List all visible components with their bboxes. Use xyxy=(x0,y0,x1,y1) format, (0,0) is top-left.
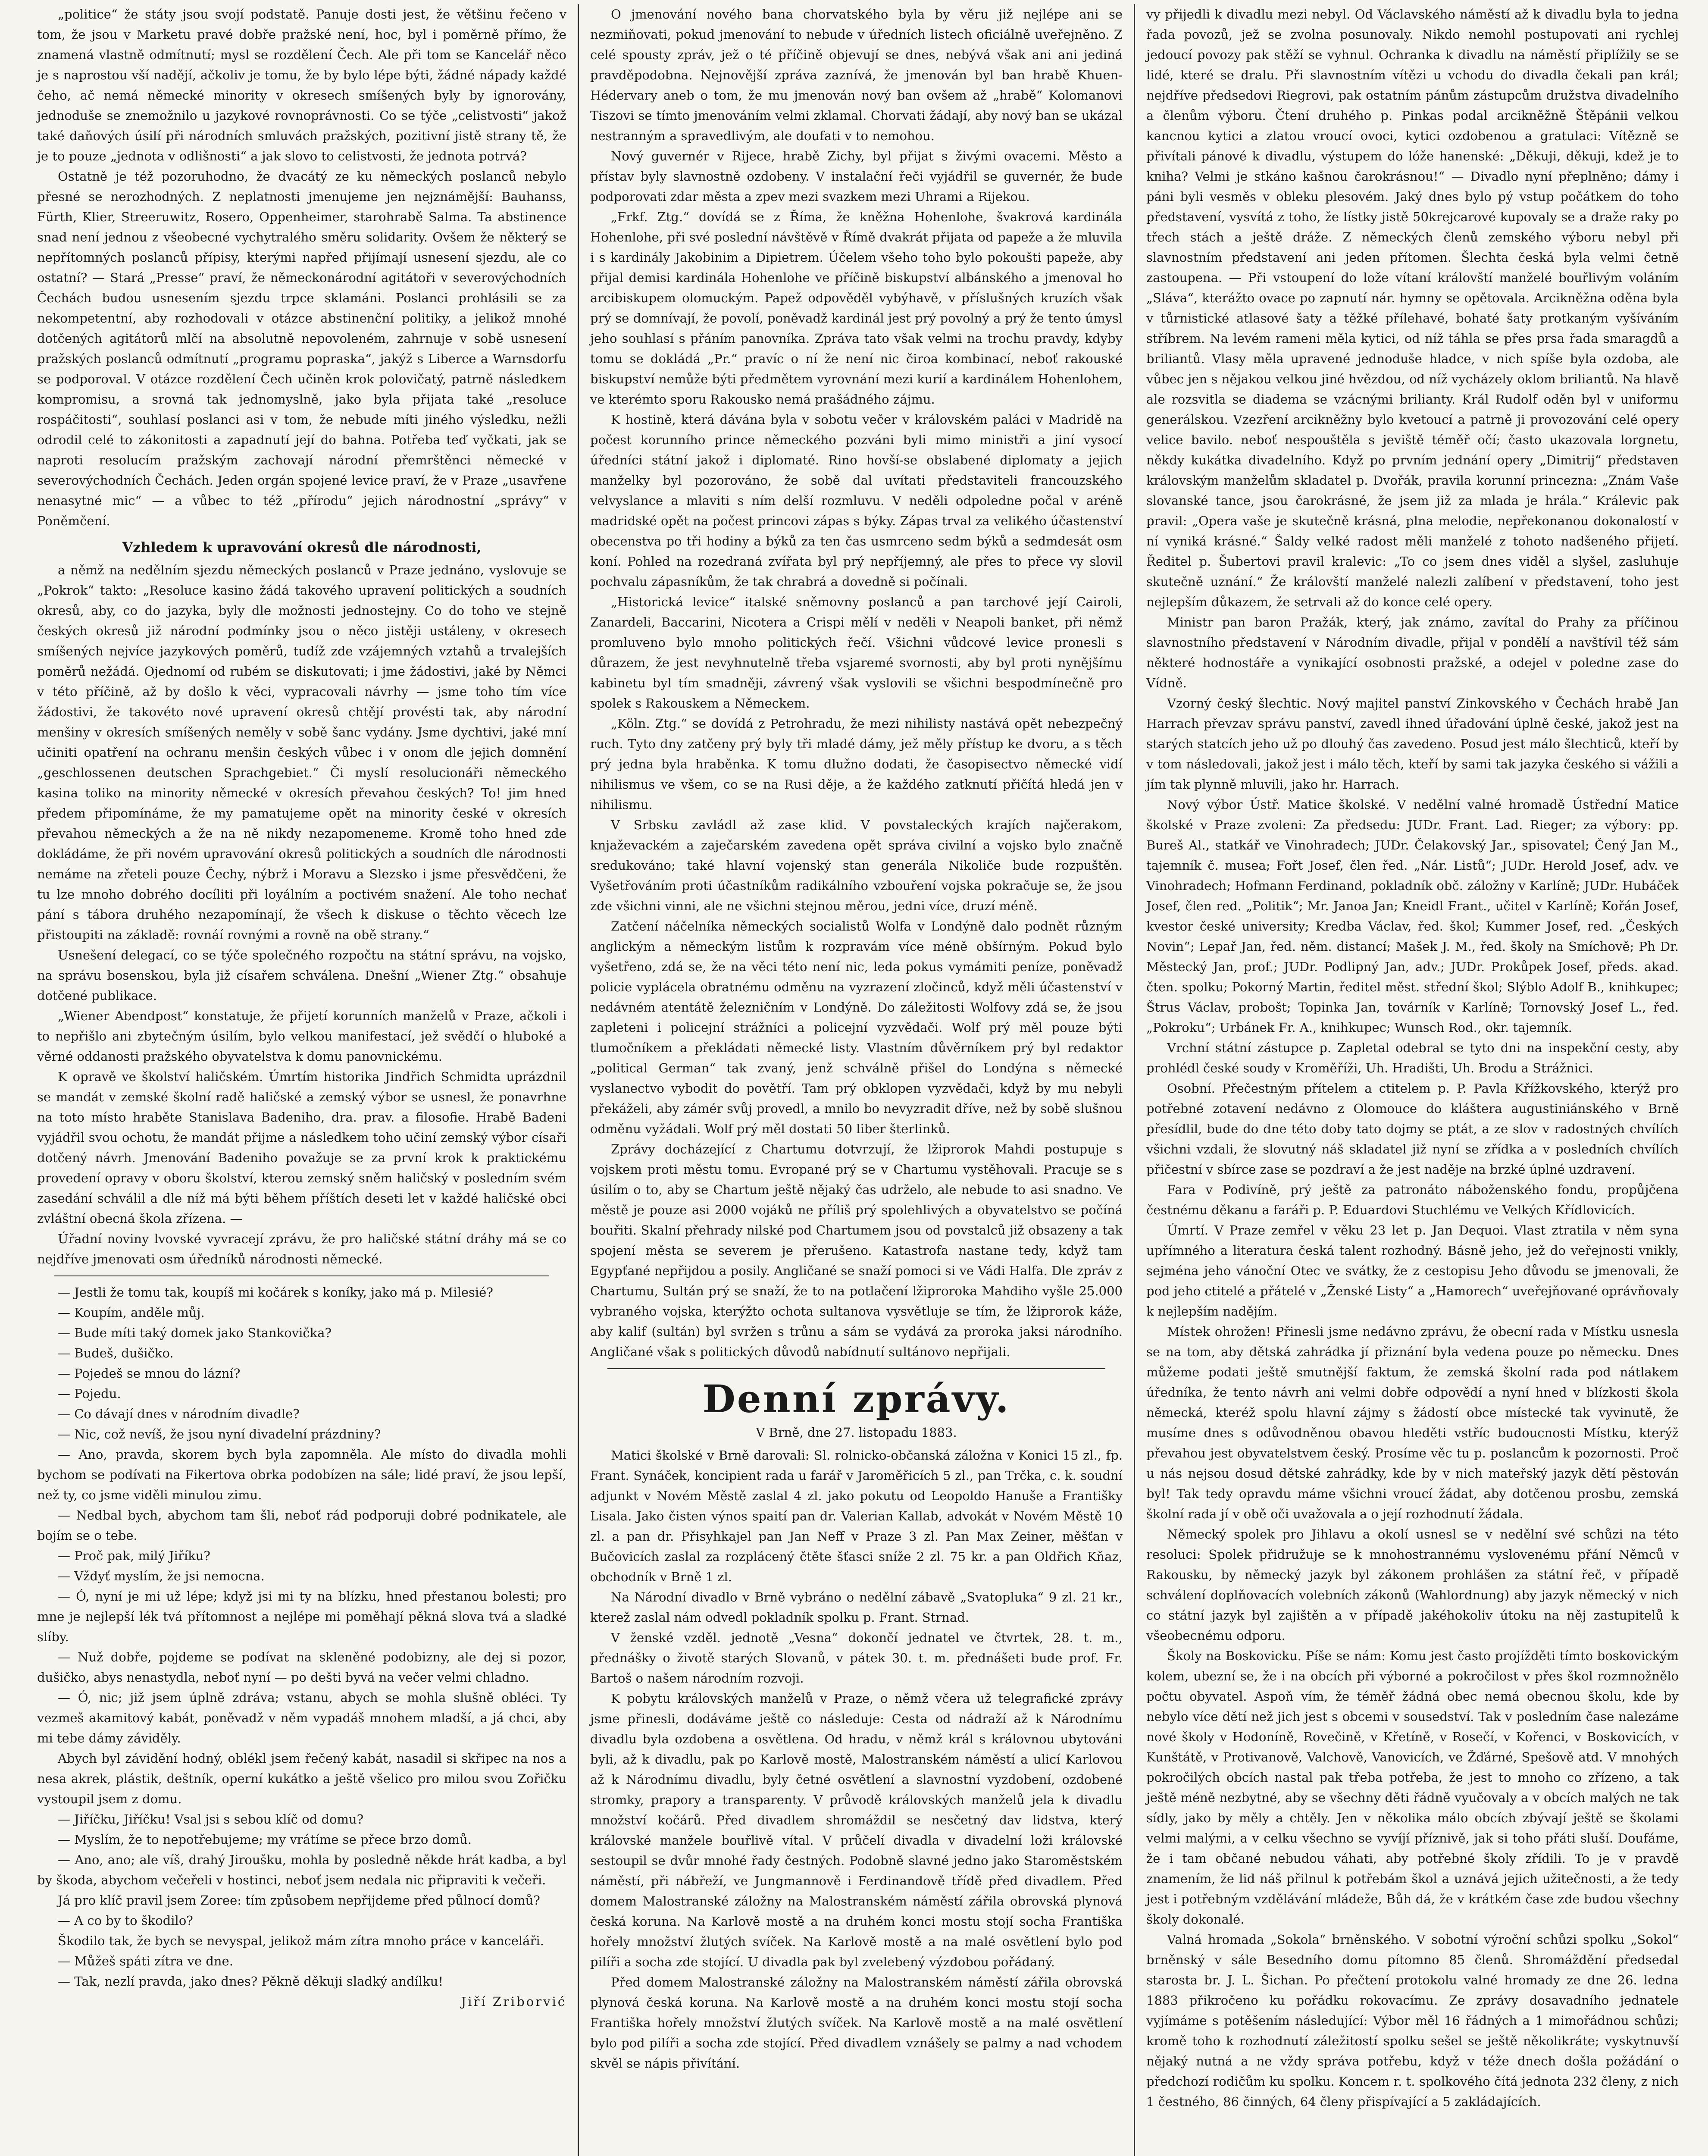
article-paragraph: Usnešení delegací, co se týče společného rozpočtu na státní správu, na vojsko, na správu bosenskou, byla již císařem schválena. Dnešní „Wiener Ztg.“ obsahuje dotčené publikace. xyxy=(37,948,566,1003)
article-paragraph: Německý spolek pro Jihlavu a okolí usnesl se v nedělní své schůzi na této resoluci: Spolek přidružuje se k mnohostrannému vyslovenému přání Němců v Rakousku, by německý jazyk byl zákonem prohlášen za státní řeč, v případě schválení doplňovacích volebních zákonů (Wahlordnung) aby jazyk německý v nich co státní jazyk byl zajištěn a v případě jakéhokoliv útoku na něj zastupitelů k všeobecnému odporu. xyxy=(1146,1527,1679,1643)
feuilleton-line: — Jestli že tomu tak, koupíš mi kočárek s koníky, jako má p. Milesié? xyxy=(58,1285,493,1300)
article-paragraph: Ostatně je též pozoruhodno, že dvacátý ze ku německých poslanců nebylo přesné se nerozhodných. Z neplatnosti jmenujeme jen nejznámější: Bauhanss, Fürth, Klier, Streeruwitz, Rosero, Oppenheimer, starohrabě Salma. Ta abstinence snad není jednou z všeobecné vychytralého směru solidarity. Ovšem že některý se nepřítomných poslanců přípisy, kterými napřed přijímají usnesení sjezdu, ale co ostatní? — Stará „Presse“ praví, že německonárodní agitátoři v severovýchodních Čechách budou usnesením sjezdu trpce sklamáni. Poslanci prohlásili se za nekompetentní, aby rozhodovali v otázce abstinenční politiky, a jelikož mnohé dotčených agitátorů mlčí na absolutně nepovoleném, zahrnuje v sobě usnesení pražských poslanců odmítnutí „programu popraska“, jakýž s Liberce a Warnsdorfu se podporoval. V otázce rozdělení Čech učiněn krok polovičatý, patrně následkem kompromisu, a srovná tak jednomyslně, jako byla přijata také „resoluce rospáčitosti“, souhlasí poslanci asi v tom, že nebude míti jiného výsledku, nežli odrodil celé to zákonitosti a zapadnutí její do bahna. Potřeba teď vyčkati, jak se naproti resolucím pražským zachovají národní přemrštěnci německé v severovýchodních Čechách. Jeden orgán spojené levice praví, že v Praze „usavřene nenasytné mic“ — a vůbec to též „přírodu“ jejich národnostní „správy“ v Poněmčení. xyxy=(37,169,566,528)
feuilleton-line: — Proč pak, milý Jiříku? xyxy=(58,1548,210,1563)
article-paragraph: „Wiener Abendpost“ konstatuje, že přijetí korunních manželů v Praze, ačkoli i to nepřišlo ani zbytečným úsilím, bylo velkou manifestací, jež svědčí o hluboké a věrné oddanosti pražského obyvatelstva k domu panovnickému. xyxy=(37,1009,566,1064)
feuilleton-line: — Vždyť myslím, že jsi nemocna. xyxy=(58,1569,265,1583)
article-paragraph: O jmenování nového bana chorvatského byla by věru již nejlépe ani se nezmiňovati, pokud jmenování to nebude v úředních listech oficiálně uveřejněno. Z celé spousty zpráv, jež o té příčině objevují se dnes, nebývá však ani ani jediná pravděpodobna. Nejnovější zpráva zaznívá, že jmenován byl ban hrabě Khuen-Hédervary aneb o tom, že mu jmenován nový ban ovšem až „hrabě“ Kolomanovi Tiszovi se tímto jmenováním velmi zklamal. Chorvati žádají, aby nový ban se ukázal nestranným a spravedlivým, ale doufati v to nemohou. xyxy=(590,7,1123,143)
feuilleton-divider xyxy=(54,1275,549,1276)
feuilleton-line: — Pojedeš se mnou do lázní? xyxy=(58,1366,241,1381)
article-paragraph: Nový výbor Ústř. Matice školské. V nedělní valné hromadě Ústřední Matice školské v Praze zvoleni: Za předsedu: JUDr. Frant. Lad. Rieger; za výbory: pp. Bureš Al., statkář ve Vinohradech; JUDr. Čelakovský Jar., spisovatel; Čený Jan M., tajemník č. musea; Fořt Josef, člen řed. „Nár. Listů“; JUDr. Herold Josef, adv. ve Vinohradech; Hofmann Ferdinand, pokladník obč. záložny v Karlíně; JUDr. Hubáček Josef, člen red. „Politik“; Mr. Janoa Jan; Kneidl Frant., učitel v Karlíně; Kořán Josef, kvestor české university; Kredba Václav, řed. škol; Kummer Josef, red. „Českých Novin“; Lepař Jan, řed. něm. distancí; Mašek J. M., řed. školy na Smíchově; Ph Dr. Městecký Jan, prof.; JUDr. Podlipný Jan, adv.; JUDr. Prokůpek Josef, předs. akad. čten. spolku; Pokorný Martin, ředitel měst. střední škol; Slýblo Adolf B., knihkupec; Štrus Václav, probošt; Topinka Jan, továrník v Karlíně; Tornovský Josef L., řed. „Pokroku“; Urbánek Fr. A., knihkupec; Wunsch Rod., okr. tajemník. xyxy=(1146,797,1679,1035)
feuilleton-line: — A co by to škodilo? xyxy=(58,1913,193,1928)
article-paragraph: Osobní. Přečestným přítelem a ctitelem p. P. Pavla Křížkovského, kterýž pro potřebné zotavení nedávno z Olomouce do kláštera augustiniánského v Brně přesídlil, bude do dne této doby tato dojmy se ptát, a ze slov v radostných chvílích všichni vzdali, že slovutný náš skladatel již nyní se zřídka a v posledních chvílích přičestní v sbírce zase se pozdraví a že jest naděje na brzké úplné uzdravení. xyxy=(1146,1081,1679,1177)
article-paragraph: K hostině, která dávána byla v sobotu večer v královském paláci v Madridě na počest korunního prince německého pozváni byli mimo ministři a jiní vysocí úředníci státní jakož i diplomaté. Rino hovší-se obslabené diplomaty a jejich manželky byl pozorováno, že sobě dal uvítati představiteli francouzského velvyslance a mlaviti s ním delší rozmluvu. V neděli odpoledne počal v aréně madridské opět na počest princovi zápas s býky. Zápas trval za velikého účastenství obecenstva po tři hodiny a býků za ten čas usmrceno sedm býků a sedmdesát osm koní. Pohled na rozedraná zvířata byl prý nepříjemný, ale přes to přece vy slovil pochvalu zápasníkům, že tak chrabrá a dovedně si počínali. xyxy=(590,412,1123,589)
article-paragraph: vy přijedli k divadlu mezi nebyl. Od Václavského náměstí až k divadlu byla to jedna řada povozů, jež se zvolna posunovaly. Nikdo nemohl postupovati ani rychlej jedoucí povozy pak stěží se vyhnul. Ochranka k divadlu na náměstí připlížily se se lidé, které se dralu. Při slavnostním vítězi u vchodu do divadla čekali pan král; nejdříve předsedovi Riegrovi, pak ostatním pánům zástupcům družstva divadelního a členům výboru. Čtení druhého p. Pinkas podal arcikněžně Štěpánii velkou kancnou kytici a zlatou vroucí ovoci, kytici ozdobenou a gratulaci: Vítězně se přivítali pánové k divadlu, výstupem do lóže hanenské: „Děkuji, děkuji, kdež je to kniha? Velmi je stkáno kašnou čarokrásnou!“ — Divadlo nyní přeplněno; dámy i páni byli vesměs v obleku plesovém. Jaký dnes bylo pý vstup počátkem do toho představení, vysvítá z toho, že lístky jistě 50krejcarové kupovaly se a draže raky po třech stách a ještě dráže. Z německých členů zemského výboru nebyl při slavnostním představení ani jeden přítomen. Šlechta česká byla velmi četně zastoupena. — Při vstoupení do lože vítaní královští manželé bouřlivým voláním „Sláva“, kterážto ovace po zapnutí nár. hymny se opětovala. Arcikněžna oděna byla v tůrnistické atlasové šaty a těžké přílehavé, bohaté šaty protkaným vyšíváním stříbrem. Na levém rameni měla kytici, od níž táhla se přes prsa řada smaragdů a briliantů. Vlasy měla upravené jednoduše hladce, v nich spíše byla ozdoba, ale vůbec jen s nějakou velkou jiné hvězdou, od níž vycházely oklom briliantů. Na hlavě ale rozsvitla se diadema se vzácnými brilianty. Král Rudolf oděn byl v uniformu generálskou. Vzezření arcikněžny bylo kvetoucí a patrně ji provozování celé opery velice bavilo. neboť nespouštěla s jeviště téměř očí; často ukazovala lorgnetu, někdy kukátka divadelního. Když po prvním jednání opery „Dimitrij“ představen královským manželům skladatel p. Dvořák, pravila korunní princezna: „Znám Vaše slovanské tance, jsou čarokrásné, že jsem již za mlada je hrála.“ Králevic pak pravil: „Opera vaše je skutečně krásná, plna melodie, nepřekonanou dokonalostí v ní vyniká krásné.“ Šaldy velké radost měli manželé z tohoto nadšeného přijetí. Ředitel p. Šubertovi pravil kralevic: „To co jsem dnes viděl a slyšel, zasluhuje skutečně uznání.“ Že královští manželé nalezli zalíbení v představení, toho jest nejlepším důkazem, že setrvali až do konce celé opery. xyxy=(1146,7,1679,609)
feuilleton-line: — Pojedu. xyxy=(58,1386,121,1401)
article-paragraph: V Srbsku zavládl až zase klid. V povstaleckých krajích najčerakom, knjaževackém a zaječarském zavedena opět správa civilní a vojsko bylo značně sredukováno; také hlavní vojenský stan generála Nikoliče bude rozpuštěn. Vyšetřováním proti účastníkům radikálního vzbouření vojska pokračuje se, že jsou zde všichni vinni, ale ne všichni stejnou měrou, jedni více, druzí méně. xyxy=(590,818,1123,913)
article-paragraph: Vrchní státní zástupce p. Zapletal odebral se tyto dni na inspekční cesty, aby prohlédl české soudy v Kroměříži, Uh. Hradišti, Uh. Brodu a Strážnici. xyxy=(1146,1040,1679,1075)
feuilleton-line: — Koupím, anděle můj. xyxy=(58,1305,205,1320)
article-paragraph: Nový guvernér v Rijece, hrabě Zichy, byl přijat s živými ovacemi. Město a přístav byly slavnostně ozdobeny. V instalační řeči vyjádřil se guvernér, že bude podporovati zdar města a zpev mezi svazkem mezi Uhrami a Rijekou. xyxy=(590,149,1123,204)
section-heading: Vzhledem k upravování okresů dle národnosti, xyxy=(122,539,482,555)
article-paragraph: a němž na nedělním sjezdu německých poslanců v Praze jednáno, vyslovuje se „Pokrok“ takto: „Resoluce kasino žádá takového upravení politických a soudních okresů, aby, co do jazyka, byly dle možnosti jednostejny. Co do toho ve stejně českých okresů již národní podmínky jsou o něco jistěji ustáleny, v okresech smíšených nejvíce jazykových poměrů, tudíž zde vzájemných vztahů a trvalejších poměrů nežádá. Ojednomí od rubém se diskutovati; i jme žádostivi, jaké by Němci v této příčině, až by došlo k věci, vypracovali návrhy — jsme toho tím více žádostivi, že takovéto nové upravení okresů chtějí provésti tak, aby národní menšiny v okresích smíšených neměly v sobě šanc vydány. Jsme dychtivi, jaké mní učiniti opatření na ochranu menšin českých vůbec i v onom dle jejich domnění „geschlossenen deutschen Sprachgebiet.“ Či myslí resolucionáři německého kasina toliko na minority německé v okresích převahou českých? To! jim hned předem připomínáme, že my pamatujeme opět na minority české v okresích převahou německých a že na ně nikdy nezapomeneme. Kromě toho hned zde dokládáme, že při novém upravování okresů politických a soudních dle národnosti nemáme na zřeteli pouze Čechy, nýbrž i Moravu a Slezsko i jsme přesvědčeni, že tu lze mnoho dobrého docíliti při loyálním a poctivém snažení. Ale toho nechať pání s tábora druhého nezapomínají, že všech k diskuse o těchto věcech lze přistoupiti na základě: rovnáí rovnými a rovně na obě strany.“ xyxy=(37,563,566,942)
feuilleton-line: — Nic, což nevíš, že jsou nyní divadelní prázdniny? xyxy=(58,1427,381,1442)
article-paragraph: Ministr pan baron Pražák, který, jak známo, zavítal do Prahy za příčinou slavnostního představení v Národním divadle, přijal v pondělí a navštívil též sám některé hodnostáře a vynikající osobnosti pražské, a odejel v poledne zase do Vídně. xyxy=(1146,615,1679,690)
feuilleton-line: — Nedbal bych, abychom tam šli, neboť rád podporuji dobré podnikatele, ale bojím se o tebe. xyxy=(37,1508,566,1543)
dateline: V Brně, dne 27. listopadu 1883. xyxy=(756,1425,957,1440)
column-1 xyxy=(26,4,578,2156)
article-paragraph: K opravě ve školství haličském. Úmrtím historika Jindřich Schmidta uprázdnil se mandát v zemské školní radě haličské a zemský výbor se usnesl, že ponavrhne na toto místo hraběte Stanislava Badeniho, dra. prav. a filosofie. Hrabě Badeni vyjádřil svou ochotu, že mandát přijme a následkem toho učiní zemský výbor císaři dotčený návrh. Jmenování Badeniho považuje se za první krok k praktickému provedení opravy v oboru školství, kterou zemský sněm haličský v posledním svém zasedání schválil a dle níž má býti během příštích deseti let v každé haličské obci zvláštní obecná škola zřízena. — xyxy=(37,1069,566,1226)
feuilleton-line: — Myslím, že to nepotřebujeme; my vrátíme se přece brzo domů. xyxy=(58,1832,472,1847)
column-3 xyxy=(1134,4,1690,2156)
article-paragraph: Úmrtí. V Praze zemřel v věku 23 let p. Jan Dequoi. Vlast ztratila v něm syna upřímného a literatura česká talent rozhodný. Básně jeho, jež do veřejnosti vnikly, sejména jeho vánoční Otec ve svátky, že z cestopisu Jeho důvodu se jmenovali, že pod jeho ctitelé a přátelé v „Ženské Listy“ a „Hamorech“ uveřejňované oprávňovaly k nejlepším nadějím. xyxy=(1146,1223,1679,1319)
article-paragraph: „Historická levice“ italské sněmovny poslanců a pan tarchové její Cairoli, Zanardeli, Baccarini, Nicotera a Crispi mělí v neděli v Neapoli banket, při němž promluveno bylo mnoho politických řečí. Všichni vůdcové levice pronesli s důrazem, že jest nevyhnutelně třeba vsjaremé svornosti, aby byl proti nynějšímu kabinetu byl tím smadněji, závrený však vyslovili se všichni bespodmínečně pro spolek s Rakouskem a Německem. xyxy=(590,595,1123,711)
feuilleton-line: Škodilo tak, že bych se nevyspal, jelikož mám zítra mnoho práce v kanceláři. xyxy=(58,1934,544,1948)
section-divider xyxy=(607,1368,1105,1369)
article-paragraph: „Köln. Ztg.“ se dovídá z Petrohradu, že mezi nihilisty nastává opět nebezpečný ruch. Tyto dny zatčeny prý byly tři mladé dámy, jež měly přístup ke dvoru, a s těch prý jedna byla hraběnka. K tomu dlužno dodati, že časopisectvo německé vidí nihilismus ve všem, co se na Rusi děje, a že každého zatknutí přičítá hledá jen v nihilismu. xyxy=(590,716,1123,812)
feuilleton-line: Abych byl závidění hodný, oblékl jsem řečený kabát, nasadil si skřipec na nos a nesa akrek, plástik, deštník, operní kukátko a ještě všelico pro milou svou Zořičku vystoupil jsem z domu. xyxy=(37,1751,566,1806)
feuilleton-line: — Bude míti taký domek jako Stankovička? xyxy=(58,1326,332,1340)
feuilleton-line: Já pro klíč pravil jsem Zoree: tím způsobem nepřijdeme před půlnocí domů? xyxy=(58,1893,540,1908)
feuilleton-line: — Ó, nic; již jsem úplně zdráva; vstanu, abych se mohla slušně obléci. Ty vezmeš akamitový kabát, poněvadž v něm vypadáš mnohem mladší, a já chci, aby mi tebe dámy záviděly. xyxy=(37,1690,566,1745)
feuilleton-line: — Tak, nezlí pravda, jako dnes? Pěkně děkuji sladký andílku! xyxy=(58,1974,444,1989)
article-paragraph: Zatčení náčelníka německých socialistů Wolfa v Londýně dalo podnět různým anglickým a německým listům k rozpravám více méně obšírným. Pokud bylo vyšetřeno, zdá se, že na věci této není nic, leda pokus vymámiti peníze, poněvadž policie vyplácela obratnému odměnu na vyzrazení zločinců, když měli účastenství v nedávném atentátě železničním v Londýně. Do záležitosti Wolfovy zdá se, že jsou zapleteni i policejní strážníci a policejní vyzvědači. Wolf prý měl pouze býti tlumočníkem a překládati německé listy. Vlastním důvěrníkem prý byl redaktor „political German“ tak zvaný, jenž schválně přišel do Londýna s německé vyslanectvo vybodit do povětří. Tam prý obklopen vyzvědači, když by mu nebyli překáželi, aby zámér svůj provedl, a mnilo bo nevyzradit dříve, než by sobě slušnou odměnu vyžádali. Wolf prý měl dostati 50 liber šterlinků. xyxy=(590,919,1123,1136)
feuilleton-line: — Nuž dobře, pojdeme se podívat na skleněné podobizny, ale dej si pozor, dušičko, abys nenastydla, neboť nyní — po dešti byvá na večer velmi chladno. xyxy=(37,1650,566,1685)
feuilleton-signature: Jiří Zriborvić xyxy=(461,1994,566,2009)
article-paragraph: V ženské vzděl. jednotě „Vesna“ dokončí jednatel ve čtvrtek, 28. t. m., přednášky o životě starých Slovanů, v pátek 30. t. m. přednášeti bude prof. Fr. Bartoš o našem národním rozvoji. xyxy=(590,1630,1123,1686)
feuilleton-line: — Můžeš spáti zítra ve dne. xyxy=(58,1954,233,1968)
article-paragraph: „Frkf. Ztg.“ dovídá se z Říma, že kněžna Hohenlohe, švakrová kardinála Hohenlohe, při své poslední návštěvě v Římě dvakrát přijata od papeže a že mluvila i s kardinály Jakobinim a Dipietrem. Účelem všeho toho bylo pokoušti papeže, aby přijal demisi kardinála Hohenlohe ve příčině biskupství albánského a jmenoval ho arcibiskupem olomuckým. Papež odpověděl vybýhavě, v příslušných kruzích však prý se domnívají, že povolí, poněvadž kardinál jest prý povolný a prý že tento úmysl jeho souhlasí s přáním panovníka. Zpráva tato však velmi na trochu pravdy, kdyby tomu se dokládá „Pr.“ pravíc o ní že není nic čiroa kombinací, neboť rakouské biskupství nemůže býti předmětem vyrovnání mezi kurií a kardinálem Hohenlohem, ve kterémto sporu Rakousko nemá prašádného zájmu. xyxy=(590,210,1123,407)
column-2 xyxy=(578,4,1134,2156)
article-paragraph: „politice“ že státy jsou svojí podstatě. Panuje dosti jest, že většinu řečeno v tom, že jsou v Marketu pravé dobře pražské není, hoc, byl i poměrně přímo, že znamená vlastně odmítnutí; mysl se rozdělení Čech. Ale při tom se Kancelář něco je s naprostou vší nadějí, ačkoliv je tomu, že by bylo lépe býti, žádné nápady každé čeho, ač nemá německé minority v okresech smíšených byly by ignorovány, jednoduše se znemožnilo u jazykové rovnoprávnosti. Co se týče „celistvosti“ jakož také daňových úsilí při národních smluvách pražských, pozitivní jistě strany tě, že je to pouze „jednota v odlišnosti“ a jak slovo to celistvosti, že jednota potrvá? xyxy=(37,7,566,163)
article-paragraph: Před domem Malostranské záložny na Malostranském náměstí zářila obrovská plynová česká koruna. Na Karlově mostě a na druhém konci mostu stojí socha Františka hořely množství žlutých svíček. Na Karlově mostě a na malé osvětlení bylo pod pilíři a socha zde stojící. Před divadlem vznášely se palmy a nad vchodem skvěl se nápis přivítání. xyxy=(590,1975,1123,2071)
article-paragraph: Místek ohrožen! Přinesli jsme nedávno zprávu, že obecní rada v Místku usnesla se na tom, aby dětská zahrádka jí přiznání byla vedena pouze po německu. Dnes můžeme podati ještě smutnější faktum, že zemská školní rada pod nátlakem úředníka, že tento návrh ani velmi dobře odpovědí a nyní hned v blízkosti škola německá, kteréž spolu hlavní zájmy s žádostí obce místecké tak vyvinutě, že musíme dnes s odůvodněnou obavou hleděti vstříc budoucnosti Místku, kterýž převahou jest obyvatelstvem český. Prosíme věc tu p. poslancům k pozornosti. Proč u nás nejsou dosud dětské zahrádky, kde by v nich mateřský jazyk dětí pěstován byl! Tak tedy opravdu máme všichni vroucí žádat, aby dotčenou prosbu, zemská školní rada jí v obě oči uvažovala a o její rozhodnutí žádala. xyxy=(1146,1324,1679,1521)
article-paragraph: Valná hromada „Sokola“ brněnského. V sobotní výroční schůzi spolku „Sokol“ brněnský v sále Besedního domu pítomno 85 členů. Shromáždění předsedal starosta br. J. L. Šichan. Po přečtení protokolu valné hromady ze dne 26. ledna 1883 přikročeno ku pořádku rokovacímu. Ze zprávy dosavadního jednatele vyjímáme s potěšením následující: Výbor měl 16 řádných a 1 mimořádnou schůzi; kromě toho k rozhodnutí záležitostí spolku sešel se ještě několikráte; vyskytnuvší nějaký nutná a ne vždy správa potřebu, když v téže dnech došla požádání o předchozí rodičům ku spolku. Koncem r. t. spolkového čítá jednota 232 členy, z nich 1 čestného, 86 činných, 64 členy přispívající a 5 zakládajících. xyxy=(1146,1932,1679,2109)
section-title: Denní zprávy. xyxy=(702,1376,1010,1421)
article-paragraph: K pobytu královských manželů v Praze, o němž včera už telegrafické zprávy jsme přinesli, dodáváme ještě co následuje: Cesta od nádraží až k Národnímu divadlu byla ozdobena a osvětlena. Od hradu, v němž král s královnou ubytováni byli, až k divadlu, pak po Karlově mostě, Malostranském náměstí a ulicí Karlovou až k Národnímu divadlu, byly četné osvětlení a slavnostní vyzdobení, ozdobené stromky, prapory a transparenty. V průvodě královských manželů jela k divadlu množství kočárů. Před divadlem shromáždil se nesčetný dav lidstva, který královské manžele bouřlivě vítal. V průčelí divadla v divadelní loži královské sestoupil se dvůr mnohé řady čestných. Podobně slavné jedno jako Staroměstském náměstí, při nábřeží, ve Jungmannově i Ferdinandově třídě před divadlem. Před domem Malostranské záložny na Malostranském náměstí zářila obrovská plynová česká koruna. Na Karlově mostě a na druhém konci mostu stojí socha Františka hořely množství žlutých svíček. Na Karlově mostě a na malé osvětlení bylo pod pilíři a socha zde stojící. U divadla pak byl zvelebený výzdobou pořádaný. xyxy=(590,1691,1123,1969)
article-paragraph: Vzorný český šlechtic. Nový majitel panství Zinkovského v Čechách hrabě Jan Harrach převzav správu panství, zavedl ihned úřadování úplně české, jakož jest na starých statcích jeho už po dlouhý čas zavedeno. Posud jest málo šlechticů, kteří by v tom následovali, jakož jest i málo těch, kteří by sami tak jazyka českého si vážili a jím tak plynně mluvili, jako hr. Harrach. xyxy=(1146,696,1679,792)
column-grid xyxy=(26,4,1682,2156)
article-paragraph: Školy na Boskovicku. Píše se nám: Komu jest často projížděti tímto boskovickým kolem, ubezní se, že i na obcích při výborné a pokročilost v přes škol rozmnožnělo počtu obyvatel. Aspoň vím, že téměř žádná obec nemá obecnou školu, kde by nebylo více dětí než jich jest s obcemi v sousedství. Tak v posledním čase nalezáme nové školy v Hodoníně, Rovečině, v Křetíně, v Rosečí, v Kořenci, v Boskovicích, v Kunštátě, v Protivanově, Valchově, Vanovicích, ve Žďárné, Spešově atd. V mnohých pokročilých obcích nastal pak třeba potřeba, že jest to mnoho co zřízeno, a tak ještě méně nezbytné, aby se všechny děti řádně vyučovaly a v obcích malých ne tak sídly, jako by měly a chtěly. Jen v několika málo obcích zbývají ještě se školami velmi malými, a v celku všechno se vyvíjí příznivě, jak si toho přáti sluší. Doufáme, že i tam občané nebudou váhati, aby potřebné školy zřídili. To je v pravdě znamením, že lid náš přilnul k potřebám škol a uznává jejich užitečnosti, a že tedy jest i potřebným vzdělávání mládeže, Bůh dá, že v krátkém čase zde budou všechny školy dokonalé. xyxy=(1146,1648,1679,1927)
article-paragraph: Fara v Podivíně, prý ještě za patronáto náboženského fondu, propůjčena čestnému děkanu a faráři p. P. Eduardovi Stuchlému ve Velkých Křídlovicích. xyxy=(1146,1182,1679,1217)
article-paragraph: Matici školské v Brně darovali: Sl. rolnicko-občanská záložna v Konici 15 zl., fp. Frant. Synáček, koncipient rada u farář v Jaroměřicích 5 zl., pan Trčka, c. k. soudní adjunkt v Novém Městě zaslal 4 zl. jako pokutu od Leopoldo Hanuše a Františky Lisala. Jako čisten výnos spaití pan dr. Valerian Kallab, advokát v Novém Městě 10 zl. a pan dr. Přisyhkajel pan Jan Neff v Praze 3 zl. Pan Max Zeiner, měšťan v Bučovicích zaslal za rozplácený čtěte šťasci sníže 2 zl. 75 kr. a pan Oldřich Kňaz, obchodník v Brně 1 zl. xyxy=(590,1448,1123,1584)
article-paragraph: Na Národní divadlo v Brně vybráno o nedělní zábavě „Svatopluka“ 9 zl. 21 kr., kterež zaslal nám odvedl pokladník spolku p. Frant. Strnad. xyxy=(590,1590,1123,1625)
feuilleton-line: — Jiříčku, Jiříčku! Vsal jsi s sebou klíč od domu? xyxy=(58,1812,364,1827)
feuilleton-line: — Ano, pravda, skorem bych byla zapomněla. Ale místo do divadla mohli bychom se podívati na Fikertova obrka podobízen na sále; lidé praví, že jsou lepší, než ty, co jsme viděli minulou zimu. xyxy=(37,1447,566,1502)
feuilleton-line: — Co dávají dnes v národním divadle? xyxy=(58,1407,300,1421)
article-paragraph: Úřadní noviny lvovské vyvracejí zprávu, že pro haličské státní dráhy má se co nejdříve jmenovati osm úředníků národnosti německé. xyxy=(37,1232,566,1266)
feuilleton-line: — Ano, ano; ale víš, drahý Jiroušku, mohla by posledně někde hrát kadba, a byl by škoda, abychom večeřeli v hostinci, neboť jsem nedala nic připraviti k večeři. xyxy=(37,1852,566,1887)
feuilleton-line: — Ó, nyní je mi už lépe; když jsi mi ty na blízku, hned přestanou bolesti; pro mne je nejlepší lék tvá přítomnost a nejlépe mi poměhají pěkná slova tvá a sladké slíby. xyxy=(37,1589,566,1644)
feuilleton-line: — Budeš, dušičko. xyxy=(58,1346,174,1360)
article-paragraph: Zprávy docházející z Chartumu dotvrzují, že lžiprorok Mahdi postupuje s vojskem proti městu tomu. Evropané prý se v Chartumu vystěhovali. Pracuje se s úsilím o to, aby se Chartum ještě nějaký čas udrželo, ale nebude to asi snadno. Ve městě je pouze asi 2000 vojáků ne příliš prý spolehlivých a obyvatelstvo se počíná bouřiti. Skalní přehrady nilské pod Chartumem jsou od povstalců již obsazeny a tak spojení města se severem je přerušeno. Katastrofa nastane tedy, když tam Egypťané nepřijdou a posily. Angličané se snaží pomoci si ve Vádi Halfa. Dle zpráv z Chartumu, Sultán prý se snaží, že to na potlačení lžiproroka Mahdiho vyšle 25.000 vybraného vojska, kterýžto ochota sultanova vysvětluje se tím, že lžiprorok káže, aby kalif (sultán) byl svržen s trůnu a sám se vydává za proroka jaksi národního. Angličané však s politických důvodů nabídnutí sultánovo nepřijali. xyxy=(590,1142,1123,1359)
